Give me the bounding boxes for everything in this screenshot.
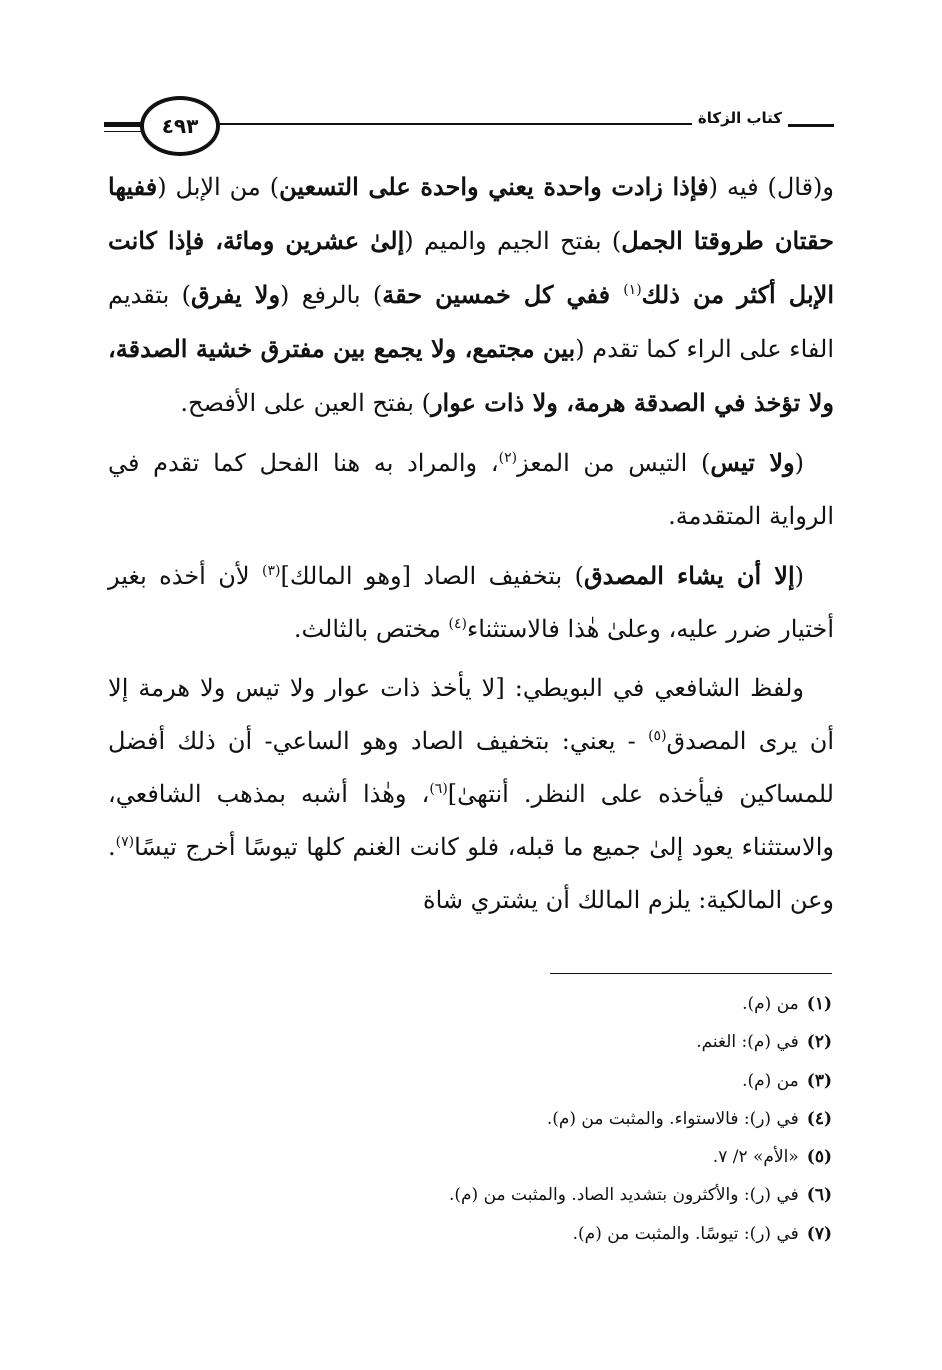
matn-quote: إلا أن يشاء المصدق [583,561,795,590]
header-rule-middle [214,123,694,125]
footnote-text: من (م). [742,994,799,1014]
footnote-text: في (ر): تيوسًا. والمثبت من (م). [572,1223,799,1244]
footnote-ref: (٣) [261,563,281,579]
text-span: - يعني: بتخفيف الصاد وهو الساعي- أن ذلك أفضل للمساكين فيأخذه على النظر. أنتهىٰ] [108,727,834,808]
footnote-text: في (م): الغنم. [696,1032,799,1053]
footnote-ref: (٤) [448,616,467,632]
text-span: ) بفتح الجيم والميم ( [404,227,622,255]
footnote-text: في (ر): فالاستواء. والمثبت من (م). [546,1108,799,1129]
footnote-number: (٥) [806,1147,832,1168]
text-span: و(قال) فيه ( [708,173,834,201]
matn-quote: ففيها حقتان طروقتا الجمل [108,172,834,255]
footnote-text: من (م). [742,1070,799,1091]
main-text [108,160,834,933]
footnote-ref: (٧) [115,834,135,850]
running-title: كتاب الزكاة [692,109,788,127]
footnote-ref: (٦) [429,781,448,797]
text-span: ) بالرفع ( [280,281,383,309]
footnote-item [300,1062,832,1100]
footnote-ref: (٢) [498,450,518,466]
paragraph-1 [108,160,834,430]
footnote-separator [550,973,832,974]
footnote-item [300,985,832,1023]
matn-quote: بين مجتمع، ولا يجمع بين مفترق خشية الصدقة، ولا تؤخذ في الصدقة هرمة، ولا ذات عوار [108,334,834,417]
text-span: ، والمراد به هنا الفحل كما تقدم في الرواية المتقدمة. [108,449,834,530]
text-span: ( [794,449,804,477]
footnote-ref: (١) [623,282,642,298]
matn-quote: ففي كل خمسين حقة [382,280,624,309]
footnotes [300,985,832,1253]
text-span: ولفظ الشافعي في البويطي: [لا يأخذ ذات عوار ولا تيس ولا هرمة إلا أن يرى المصدق [108,674,834,755]
footnote-number: (٤) [806,1108,832,1129]
matn-quote: ولا تيس [710,448,795,477]
text-span: ) بتقديم الفاء على الراء كما تقدم ( [108,281,835,363]
text-span: ) التيس من المعز [517,449,711,477]
text-span: ، وهٰذا أشبه بمذهب الشافعي، والاستثناء يعود إلىٰ جميع ما قبله، فلو كانت الغنم كلها تيوسًا أخرج تيسًا [108,780,834,861]
footnote-item [300,1100,832,1138]
paragraph-2 [108,436,834,543]
text-span: . وعن المالكية: يلزم المالك أن يشتري شاة [108,833,834,914]
paragraph-3 [108,549,834,656]
matn-quote: إلىٰ عشرين ومائة، فإذا كانت الإبل أكثر من ذلك [108,226,834,309]
footnote-number: (٦) [806,1185,832,1206]
footnote-item [300,1176,832,1214]
footnote-text: «الأم» ٢/ ٧. [712,1147,799,1168]
footnote-item [300,1138,832,1176]
footnote-item [300,1215,832,1253]
matn-quote: فإذا زادت واحدة يعني واحدة على التسعين [279,172,709,201]
text-span: ) من الإبل ( [157,173,280,201]
footnote-number: (١) [806,994,832,1014]
footnote-item [300,1023,832,1061]
text-span: مختص بالثالث. [293,615,449,643]
footnote-number: (٧) [806,1223,832,1244]
text-span: ( [794,562,805,590]
footnote-text: في (ر): والأكثرون بتشديد الصاد. والمثبت من (م). [448,1185,799,1206]
text-span: ) بفتح العين على الأفصح. [180,389,431,417]
text-span: ) بتخفيف الصاد [وهو المالك] [280,562,584,590]
text-span: لأن أخذه بغير أختيار ضرر عليه، وعلىٰ هٰذا فالاستثناء [108,562,834,643]
matn-quote: ولا يفرق [191,280,281,309]
footnote-number: (٣) [806,1070,832,1091]
footnote-ref: (٥) [648,728,667,744]
page-header [104,92,834,162]
paragraph-4 [108,662,834,927]
footnote-number: (٢) [806,1032,832,1053]
page-number: ٤٩٣ [140,96,220,156]
